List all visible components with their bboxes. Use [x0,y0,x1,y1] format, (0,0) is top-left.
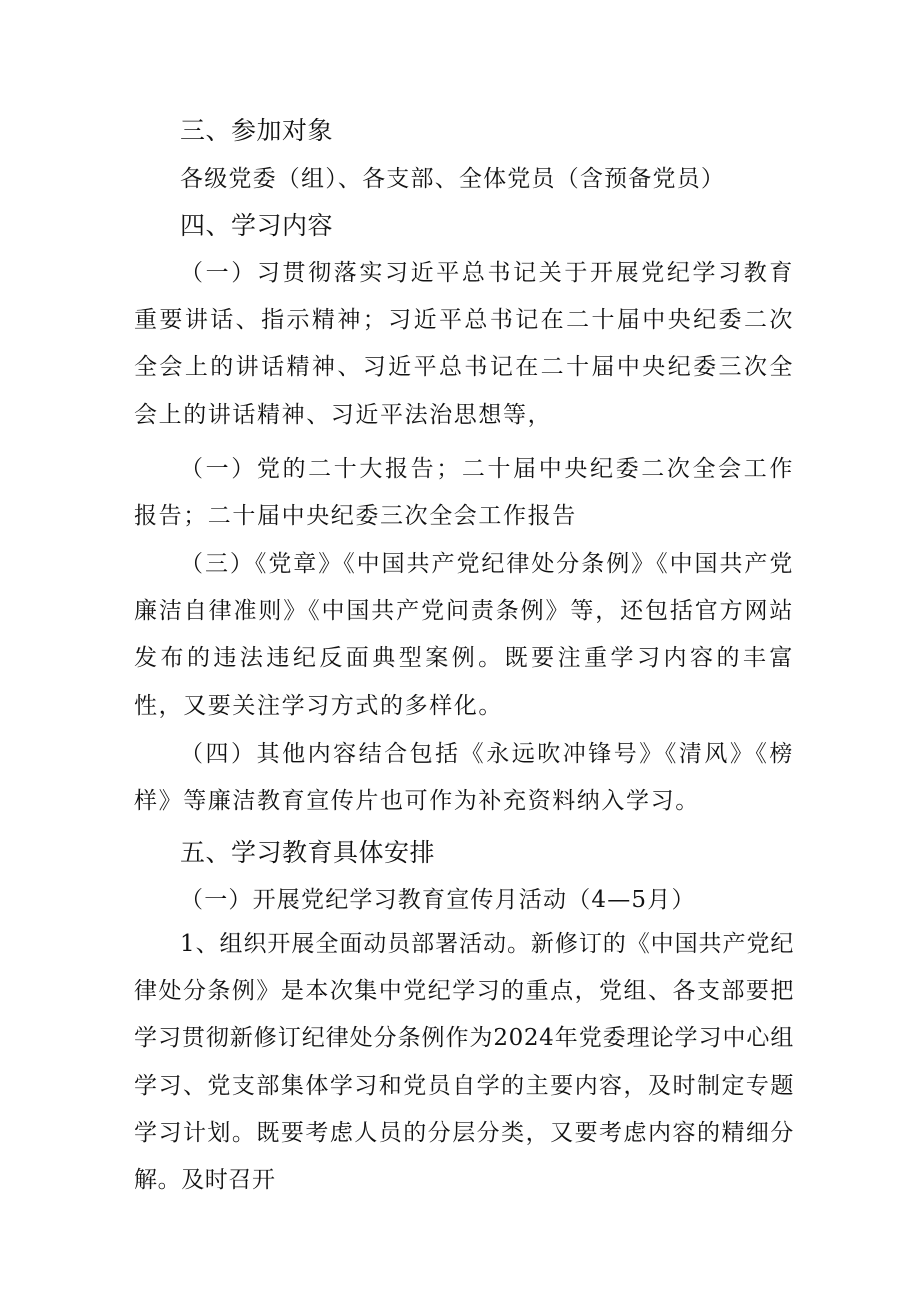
section-heading-study-content: 四、学习内容 [180,211,334,240]
study-content-item-4: （四）其他内容结合包括《永远吹冲锋号》《清风》《榜样》等廉洁教育宣传片也可作为补充资料纳入学习。 [134,741,794,815]
study-content-item-1: （一）习贯彻落实习近平总书记关于开展党纪学习教育重要讲话、指示精神；习近平总书记在二十届中央纪委二次全会上的讲话精神、习近平总书记在二十届中央纪委三次全会上的讲话精神、习近平法治思想等， [134,260,794,428]
study-content-item-2: （一）党的二十大报告；二十届中央纪委二次全会工作报告；二十届中央纪委三次全会工作报告 [134,456,794,530]
arrangement-sub-heading-1: （一）开展党纪学习教育宣传月活动（4—5月） [180,887,696,913]
participants-text: 各级党委（组）、各支部、全体党员（含预备党员） [180,166,726,192]
arrangement-paragraph-1: 1、组织开展全面动员部署活动。新修订的《中国共产党纪律处分条例》是本次集中党纪学习的重点，党组、各支部要把学习贯彻新修订纪律处分条例作为2024年党委理论学习中心组学习、党支部集体学习和党员自学的主要内容，及时制定专题学习计划。既要考虑人员的分层分类，又要考虑内容的精细分解。及时召开 [134,931,794,1194]
section-heading-arrangement: 五、学习教育具体安排 [180,838,436,867]
study-content-item-3: （三）《党章》《中国共产党纪律处分条例》《中国共产党廉洁自律准则》《中国共产党问责条例》等，还包括官方网站发布的违法违纪反面典型案例。既要注重学习内容的丰富性，又要关注学习方式的多样化。 [134,551,794,719]
section-heading-participants: 三、参加对象 [180,116,334,145]
